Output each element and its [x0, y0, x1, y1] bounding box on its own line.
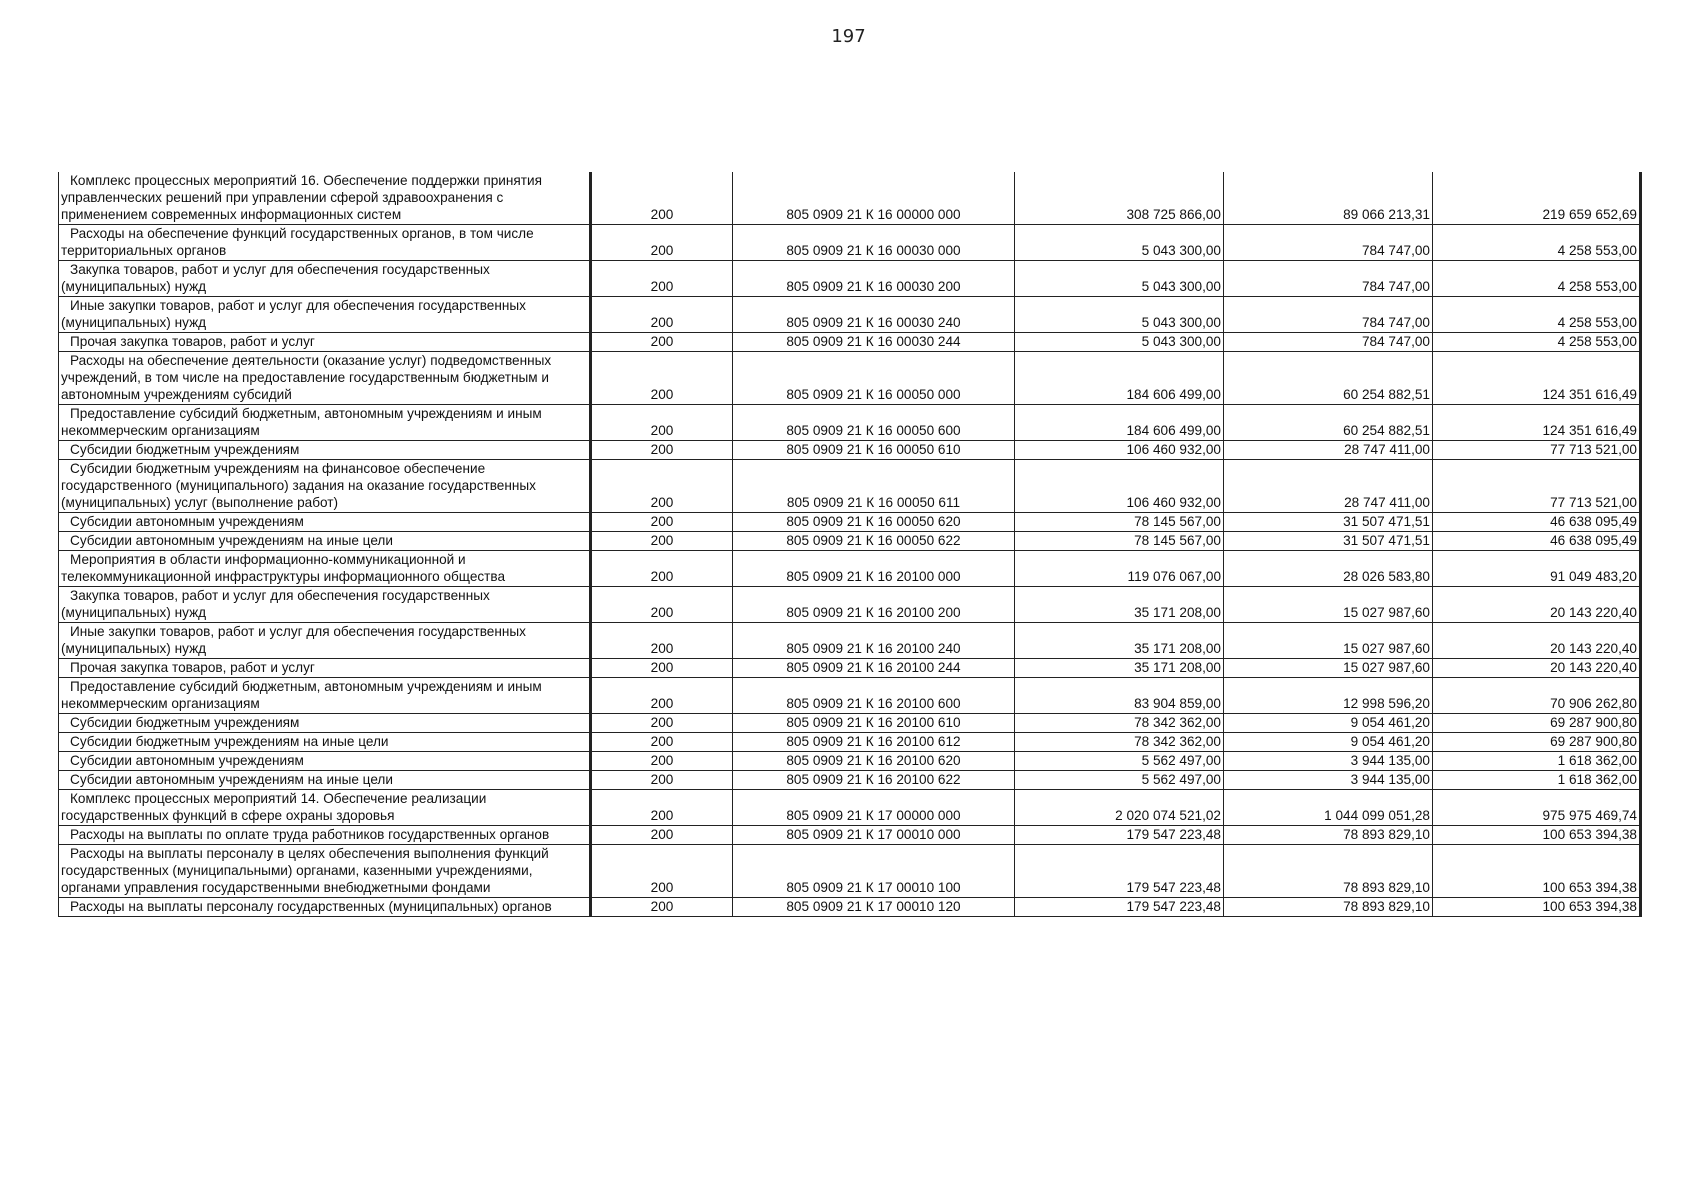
line-code-cell: 200 — [591, 771, 733, 790]
remaining-amount-cell: 4 258 553,00 — [1433, 225, 1641, 261]
expense-name-cell: Субсидии автономным учреждениям — [59, 513, 591, 532]
approved-amount-cell: 179 547 223,48 — [1015, 845, 1224, 898]
remaining-amount-cell: 69 287 900,80 — [1433, 714, 1641, 733]
budget-classification-code-cell: 805 0909 21 К 16 00030 000 — [733, 225, 1015, 261]
table-row — [59, 405, 1641, 441]
budget-execution-table — [58, 172, 1642, 917]
budget-classification-code-cell: 805 0909 21 К 16 20100 610 — [733, 714, 1015, 733]
line-code-cell: 200 — [591, 225, 733, 261]
table-row — [59, 352, 1641, 405]
executed-amount-cell: 78 893 829,10 — [1224, 845, 1433, 898]
table-row — [59, 532, 1641, 551]
budget-classification-code-cell: 805 0909 21 К 16 00050 611 — [733, 460, 1015, 513]
executed-amount-cell: 3 944 135,00 — [1224, 752, 1433, 771]
table-row — [59, 513, 1641, 532]
approved-amount-cell: 78 145 567,00 — [1015, 513, 1224, 532]
table-row — [59, 587, 1641, 623]
remaining-amount-cell: 219 659 652,69 — [1433, 172, 1641, 225]
table-row — [59, 623, 1641, 659]
budget-classification-code-cell: 805 0909 21 К 16 20100 620 — [733, 752, 1015, 771]
budget-classification-code-cell: 805 0909 21 К 16 00050 610 — [733, 441, 1015, 460]
budget-classification-code-cell: 805 0909 21 К 16 20100 622 — [733, 771, 1015, 790]
budget-classification-code-cell: 805 0909 21 К 16 00030 244 — [733, 333, 1015, 352]
line-code-cell: 200 — [591, 405, 733, 441]
approved-amount-cell: 5 562 497,00 — [1015, 752, 1224, 771]
remaining-amount-cell: 70 906 262,80 — [1433, 678, 1641, 714]
approved-amount-cell: 35 171 208,00 — [1015, 587, 1224, 623]
remaining-amount-cell: 1 618 362,00 — [1433, 771, 1641, 790]
remaining-amount-cell: 20 143 220,40 — [1433, 659, 1641, 678]
expense-name-cell: Иные закупки товаров, работ и услуг для обеспечения государственных (муниципальных) нужд — [59, 623, 591, 659]
line-code-cell: 200 — [591, 752, 733, 771]
remaining-amount-cell: 20 143 220,40 — [1433, 587, 1641, 623]
remaining-amount-cell: 975 975 469,74 — [1433, 790, 1641, 826]
line-code-cell: 200 — [591, 623, 733, 659]
approved-amount-cell: 308 725 866,00 — [1015, 172, 1224, 225]
expense-name-cell: Прочая закупка товаров, работ и услуг — [59, 333, 591, 352]
executed-amount-cell: 31 507 471,51 — [1224, 532, 1433, 551]
line-code-cell: 200 — [591, 532, 733, 551]
budget-classification-code-cell: 805 0909 21 К 16 00050 600 — [733, 405, 1015, 441]
table-row — [59, 460, 1641, 513]
approved-amount-cell: 179 547 223,48 — [1015, 826, 1224, 845]
executed-amount-cell: 28 747 411,00 — [1224, 460, 1433, 513]
table-row — [59, 551, 1641, 587]
table-row — [59, 733, 1641, 752]
approved-amount-cell: 5 562 497,00 — [1015, 771, 1224, 790]
executed-amount-cell: 60 254 882,51 — [1224, 352, 1433, 405]
expense-name-cell: Комплекс процессных мероприятий 16. Обеспечение поддержки принятия управленческих решений при управлении сферой здравоохранения с применением современных информационных систем — [59, 172, 591, 225]
approved-amount-cell: 119 076 067,00 — [1015, 551, 1224, 587]
table-row — [59, 225, 1641, 261]
remaining-amount-cell: 4 258 553,00 — [1433, 297, 1641, 333]
line-code-cell: 200 — [591, 790, 733, 826]
table-row — [59, 826, 1641, 845]
executed-amount-cell: 784 747,00 — [1224, 225, 1433, 261]
remaining-amount-cell: 91 049 483,20 — [1433, 551, 1641, 587]
remaining-amount-cell: 69 287 900,80 — [1433, 733, 1641, 752]
executed-amount-cell: 78 893 829,10 — [1224, 898, 1433, 917]
line-code-cell: 200 — [591, 333, 733, 352]
executed-amount-cell: 9 054 461,20 — [1224, 733, 1433, 752]
budget-classification-code-cell: 805 0909 21 К 16 00000 000 — [733, 172, 1015, 225]
approved-amount-cell: 106 460 932,00 — [1015, 460, 1224, 513]
executed-amount-cell: 784 747,00 — [1224, 261, 1433, 297]
approved-amount-cell: 35 171 208,00 — [1015, 623, 1224, 659]
executed-amount-cell: 78 893 829,10 — [1224, 826, 1433, 845]
table-row — [59, 172, 1641, 225]
remaining-amount-cell: 77 713 521,00 — [1433, 460, 1641, 513]
remaining-amount-cell: 1 618 362,00 — [1433, 752, 1641, 771]
approved-amount-cell: 106 460 932,00 — [1015, 441, 1224, 460]
budget-classification-code-cell: 805 0909 21 К 17 00010 000 — [733, 826, 1015, 845]
expense-name-cell: Иные закупки товаров, работ и услуг для обеспечения государственных (муниципальных) нужд — [59, 297, 591, 333]
expense-name-cell: Субсидии автономным учреждениям на иные цели — [59, 771, 591, 790]
page-number: 197 — [831, 26, 866, 47]
table-row — [59, 261, 1641, 297]
expense-name-cell: Субсидии бюджетным учреждениям на иные цели — [59, 733, 591, 752]
remaining-amount-cell: 124 351 616,49 — [1433, 352, 1641, 405]
remaining-amount-cell: 100 653 394,38 — [1433, 845, 1641, 898]
line-code-cell: 200 — [591, 587, 733, 623]
expense-name-cell: Закупка товаров, работ и услуг для обеспечения государственных (муниципальных) нужд — [59, 587, 591, 623]
expense-name-cell: Прочая закупка товаров, работ и услуг — [59, 659, 591, 678]
budget-classification-code-cell: 805 0909 21 К 16 00050 622 — [733, 532, 1015, 551]
budget-classification-code-cell: 805 0909 21 К 16 00050 620 — [733, 513, 1015, 532]
executed-amount-cell: 12 998 596,20 — [1224, 678, 1433, 714]
approved-amount-cell: 184 606 499,00 — [1015, 352, 1224, 405]
line-code-cell: 200 — [591, 551, 733, 587]
expense-name-cell: Расходы на выплаты по оплате труда работников государственных органов — [59, 826, 591, 845]
executed-amount-cell: 60 254 882,51 — [1224, 405, 1433, 441]
executed-amount-cell: 28 026 583,80 — [1224, 551, 1433, 587]
approved-amount-cell: 35 171 208,00 — [1015, 659, 1224, 678]
budget-classification-code-cell: 805 0909 21 К 17 00000 000 — [733, 790, 1015, 826]
expense-name-cell: Предоставление субсидий бюджетным, автономным учреждениям и иным некоммерческим организациям — [59, 678, 591, 714]
line-code-cell: 200 — [591, 297, 733, 333]
expense-name-cell: Комплекс процессных мероприятий 14. Обеспечение реализации государственных функций в сфере охраны здоровья — [59, 790, 591, 826]
table-row — [59, 333, 1641, 352]
remaining-amount-cell: 20 143 220,40 — [1433, 623, 1641, 659]
table-row — [59, 659, 1641, 678]
line-code-cell: 200 — [591, 172, 733, 225]
executed-amount-cell: 784 747,00 — [1224, 333, 1433, 352]
executed-amount-cell: 1 044 099 051,28 — [1224, 790, 1433, 826]
remaining-amount-cell: 4 258 553,00 — [1433, 261, 1641, 297]
executed-amount-cell: 31 507 471,51 — [1224, 513, 1433, 532]
remaining-amount-cell: 46 638 095,49 — [1433, 532, 1641, 551]
budget-classification-code-cell: 805 0909 21 К 16 20100 000 — [733, 551, 1015, 587]
expense-name-cell: Мероприятия в области информационно-коммуникационной и телекоммуникационной инфраструктуры информационного общества — [59, 551, 591, 587]
budget-classification-code-cell: 805 0909 21 К 16 20100 612 — [733, 733, 1015, 752]
approved-amount-cell: 5 043 300,00 — [1015, 225, 1224, 261]
line-code-cell: 200 — [591, 714, 733, 733]
remaining-amount-cell: 100 653 394,38 — [1433, 898, 1641, 917]
table-row — [59, 297, 1641, 333]
remaining-amount-cell: 4 258 553,00 — [1433, 333, 1641, 352]
budget-classification-code-cell: 805 0909 21 К 16 20100 600 — [733, 678, 1015, 714]
expense-name-cell: Расходы на выплаты персоналу в целях обеспечения выполнения функций государственных (муниципальными) органами, казенными учреждениями, органами управления государственными внебюджетными фондами — [59, 845, 591, 898]
executed-amount-cell: 15 027 987,60 — [1224, 623, 1433, 659]
expense-name-cell: Расходы на обеспечение деятельности (оказание услуг) подведомственных учреждений, в том числе на предоставление государственным бюджетным и автономным учреждениям субсидий — [59, 352, 591, 405]
expense-name-cell: Субсидии автономным учреждениям — [59, 752, 591, 771]
line-code-cell: 200 — [591, 845, 733, 898]
approved-amount-cell: 5 043 300,00 — [1015, 261, 1224, 297]
line-code-cell: 200 — [591, 460, 733, 513]
line-code-cell: 200 — [591, 678, 733, 714]
remaining-amount-cell: 124 351 616,49 — [1433, 405, 1641, 441]
budget-classification-code-cell: 805 0909 21 К 17 00010 120 — [733, 898, 1015, 917]
budget-classification-code-cell: 805 0909 21 К 16 00050 000 — [733, 352, 1015, 405]
expense-name-cell: Субсидии бюджетным учреждениям на финансовое обеспечение государственного (муниципального) задания на оказание государственных (муниципальных) услуг (выполнение работ) — [59, 460, 591, 513]
executed-amount-cell: 28 747 411,00 — [1224, 441, 1433, 460]
executed-amount-cell: 3 944 135,00 — [1224, 771, 1433, 790]
line-code-cell: 200 — [591, 513, 733, 532]
line-code-cell: 200 — [591, 261, 733, 297]
line-code-cell: 200 — [591, 352, 733, 405]
remaining-amount-cell: 46 638 095,49 — [1433, 513, 1641, 532]
line-code-cell: 200 — [591, 733, 733, 752]
table-row — [59, 771, 1641, 790]
executed-amount-cell: 89 066 213,31 — [1224, 172, 1433, 225]
expense-name-cell: Закупка товаров, работ и услуг для обеспечения государственных (муниципальных) нужд — [59, 261, 591, 297]
approved-amount-cell: 5 043 300,00 — [1015, 297, 1224, 333]
remaining-amount-cell: 77 713 521,00 — [1433, 441, 1641, 460]
executed-amount-cell: 15 027 987,60 — [1224, 659, 1433, 678]
approved-amount-cell: 5 043 300,00 — [1015, 333, 1224, 352]
approved-amount-cell: 83 904 859,00 — [1015, 678, 1224, 714]
executed-amount-cell: 784 747,00 — [1224, 297, 1433, 333]
budget-classification-code-cell: 805 0909 21 К 16 00030 200 — [733, 261, 1015, 297]
expense-name-cell: Предоставление субсидий бюджетным, автономным учреждениям и иным некоммерческим организациям — [59, 405, 591, 441]
remaining-amount-cell: 100 653 394,38 — [1433, 826, 1641, 845]
expense-name-cell: Субсидии бюджетным учреждениям — [59, 714, 591, 733]
table-row — [59, 678, 1641, 714]
expense-name-cell: Расходы на обеспечение функций государственных органов, в том числе территориальных органов — [59, 225, 591, 261]
approved-amount-cell: 184 606 499,00 — [1015, 405, 1224, 441]
approved-amount-cell: 78 342 362,00 — [1015, 714, 1224, 733]
table-row — [59, 845, 1641, 898]
budget-classification-code-cell: 805 0909 21 К 16 20100 240 — [733, 623, 1015, 659]
executed-amount-cell: 9 054 461,20 — [1224, 714, 1433, 733]
line-code-cell: 200 — [591, 898, 733, 917]
budget-classification-code-cell: 805 0909 21 К 16 20100 244 — [733, 659, 1015, 678]
executed-amount-cell: 15 027 987,60 — [1224, 587, 1433, 623]
expense-name-cell: Расходы на выплаты персоналу государственных (муниципальных) органов — [59, 898, 591, 917]
line-code-cell: 200 — [591, 659, 733, 678]
approved-amount-cell: 2 020 074 521,02 — [1015, 790, 1224, 826]
expense-name-cell: Субсидии автономным учреждениям на иные цели — [59, 532, 591, 551]
line-code-cell: 200 — [591, 826, 733, 845]
table-row — [59, 898, 1641, 917]
table-row — [59, 441, 1641, 460]
budget-classification-code-cell: 805 0909 21 К 16 20100 200 — [733, 587, 1015, 623]
budget-classification-code-cell: 805 0909 21 К 16 00030 240 — [733, 297, 1015, 333]
table-row — [59, 790, 1641, 826]
approved-amount-cell: 179 547 223,48 — [1015, 898, 1224, 917]
expense-name-cell: Субсидии бюджетным учреждениям — [59, 441, 591, 460]
line-code-cell: 200 — [591, 441, 733, 460]
approved-amount-cell: 78 342 362,00 — [1015, 733, 1224, 752]
approved-amount-cell: 78 145 567,00 — [1015, 532, 1224, 551]
table-row — [59, 752, 1641, 771]
table-row — [59, 714, 1641, 733]
budget-classification-code-cell: 805 0909 21 К 17 00010 100 — [733, 845, 1015, 898]
